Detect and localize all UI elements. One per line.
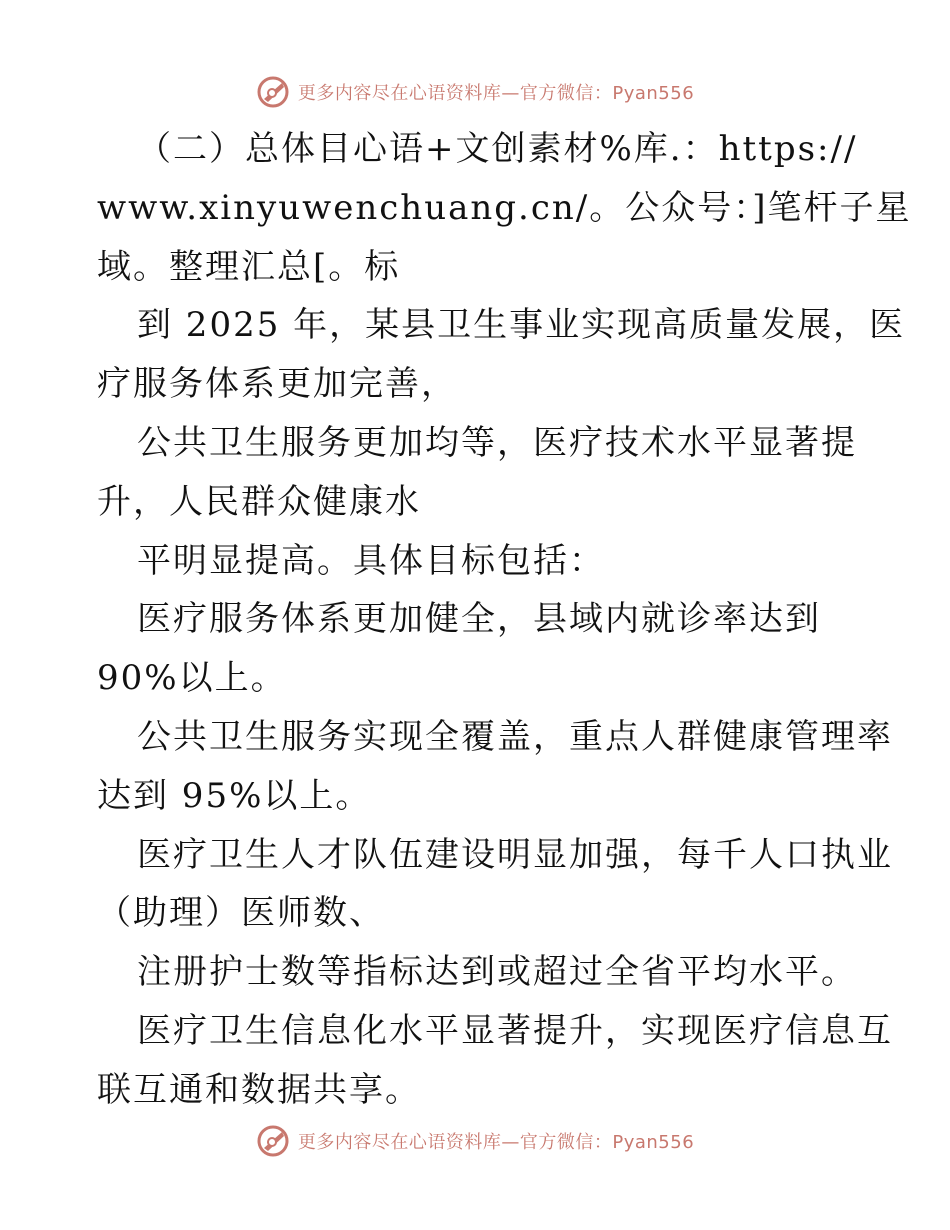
- header-watermark: [0, 72, 950, 112]
- watermark-text: 更多内容尽在心语资料库—官方微信：Pyan556: [297, 1132, 695, 1153]
- text-line: （助理）医师数、: [97, 893, 385, 934]
- document-body: [97, 120, 912, 1120]
- text-line: （二）总体目心语+文创素材%库.：https://: [137, 129, 858, 169]
- footer-watermark: [0, 1121, 950, 1161]
- text-line: 疗服务体系更加完善，: [97, 364, 457, 405]
- text-line: www.xinyuwenchuang.cn/。公众号：]笔杆子星: [97, 187, 912, 228]
- text-line: 公共卫生服务更加均等，医疗技术水平显著提: [137, 422, 857, 463]
- text-line: 到 2025 年，某县卫生事业实现高质量发展，医: [137, 305, 906, 346]
- watermark-text: 更多内容尽在心语资料库—官方微信：Pyan556: [297, 83, 695, 104]
- text-line: 医疗卫生信息化水平显著提升，实现医疗信息互: [137, 1010, 893, 1051]
- text-line: 平明显提高。具体目标包括：: [137, 540, 605, 581]
- text-line: 升，人民群众健康水: [97, 481, 421, 522]
- text-line: 联互通和数据共享。: [97, 1069, 421, 1110]
- text-line: 注册护士数等指标达到或超过全省平均水平。: [137, 952, 857, 993]
- watermark-logo-icon: [256, 1124, 290, 1158]
- text-line: 达到 95%以上。: [97, 775, 372, 816]
- watermark-logo-icon: [256, 75, 290, 109]
- text-line: 医疗卫生人才队伍建设明显加强，每千人口执业: [137, 834, 893, 875]
- text-line: 医疗服务体系更加健全，县域内就诊率达到: [137, 599, 821, 640]
- text-line: 域。整理汇总[。标: [97, 246, 401, 287]
- text-line: 公共卫生服务实现全覆盖，重点人群健康管理率: [137, 716, 893, 757]
- text-line: 90%以上。: [97, 658, 287, 699]
